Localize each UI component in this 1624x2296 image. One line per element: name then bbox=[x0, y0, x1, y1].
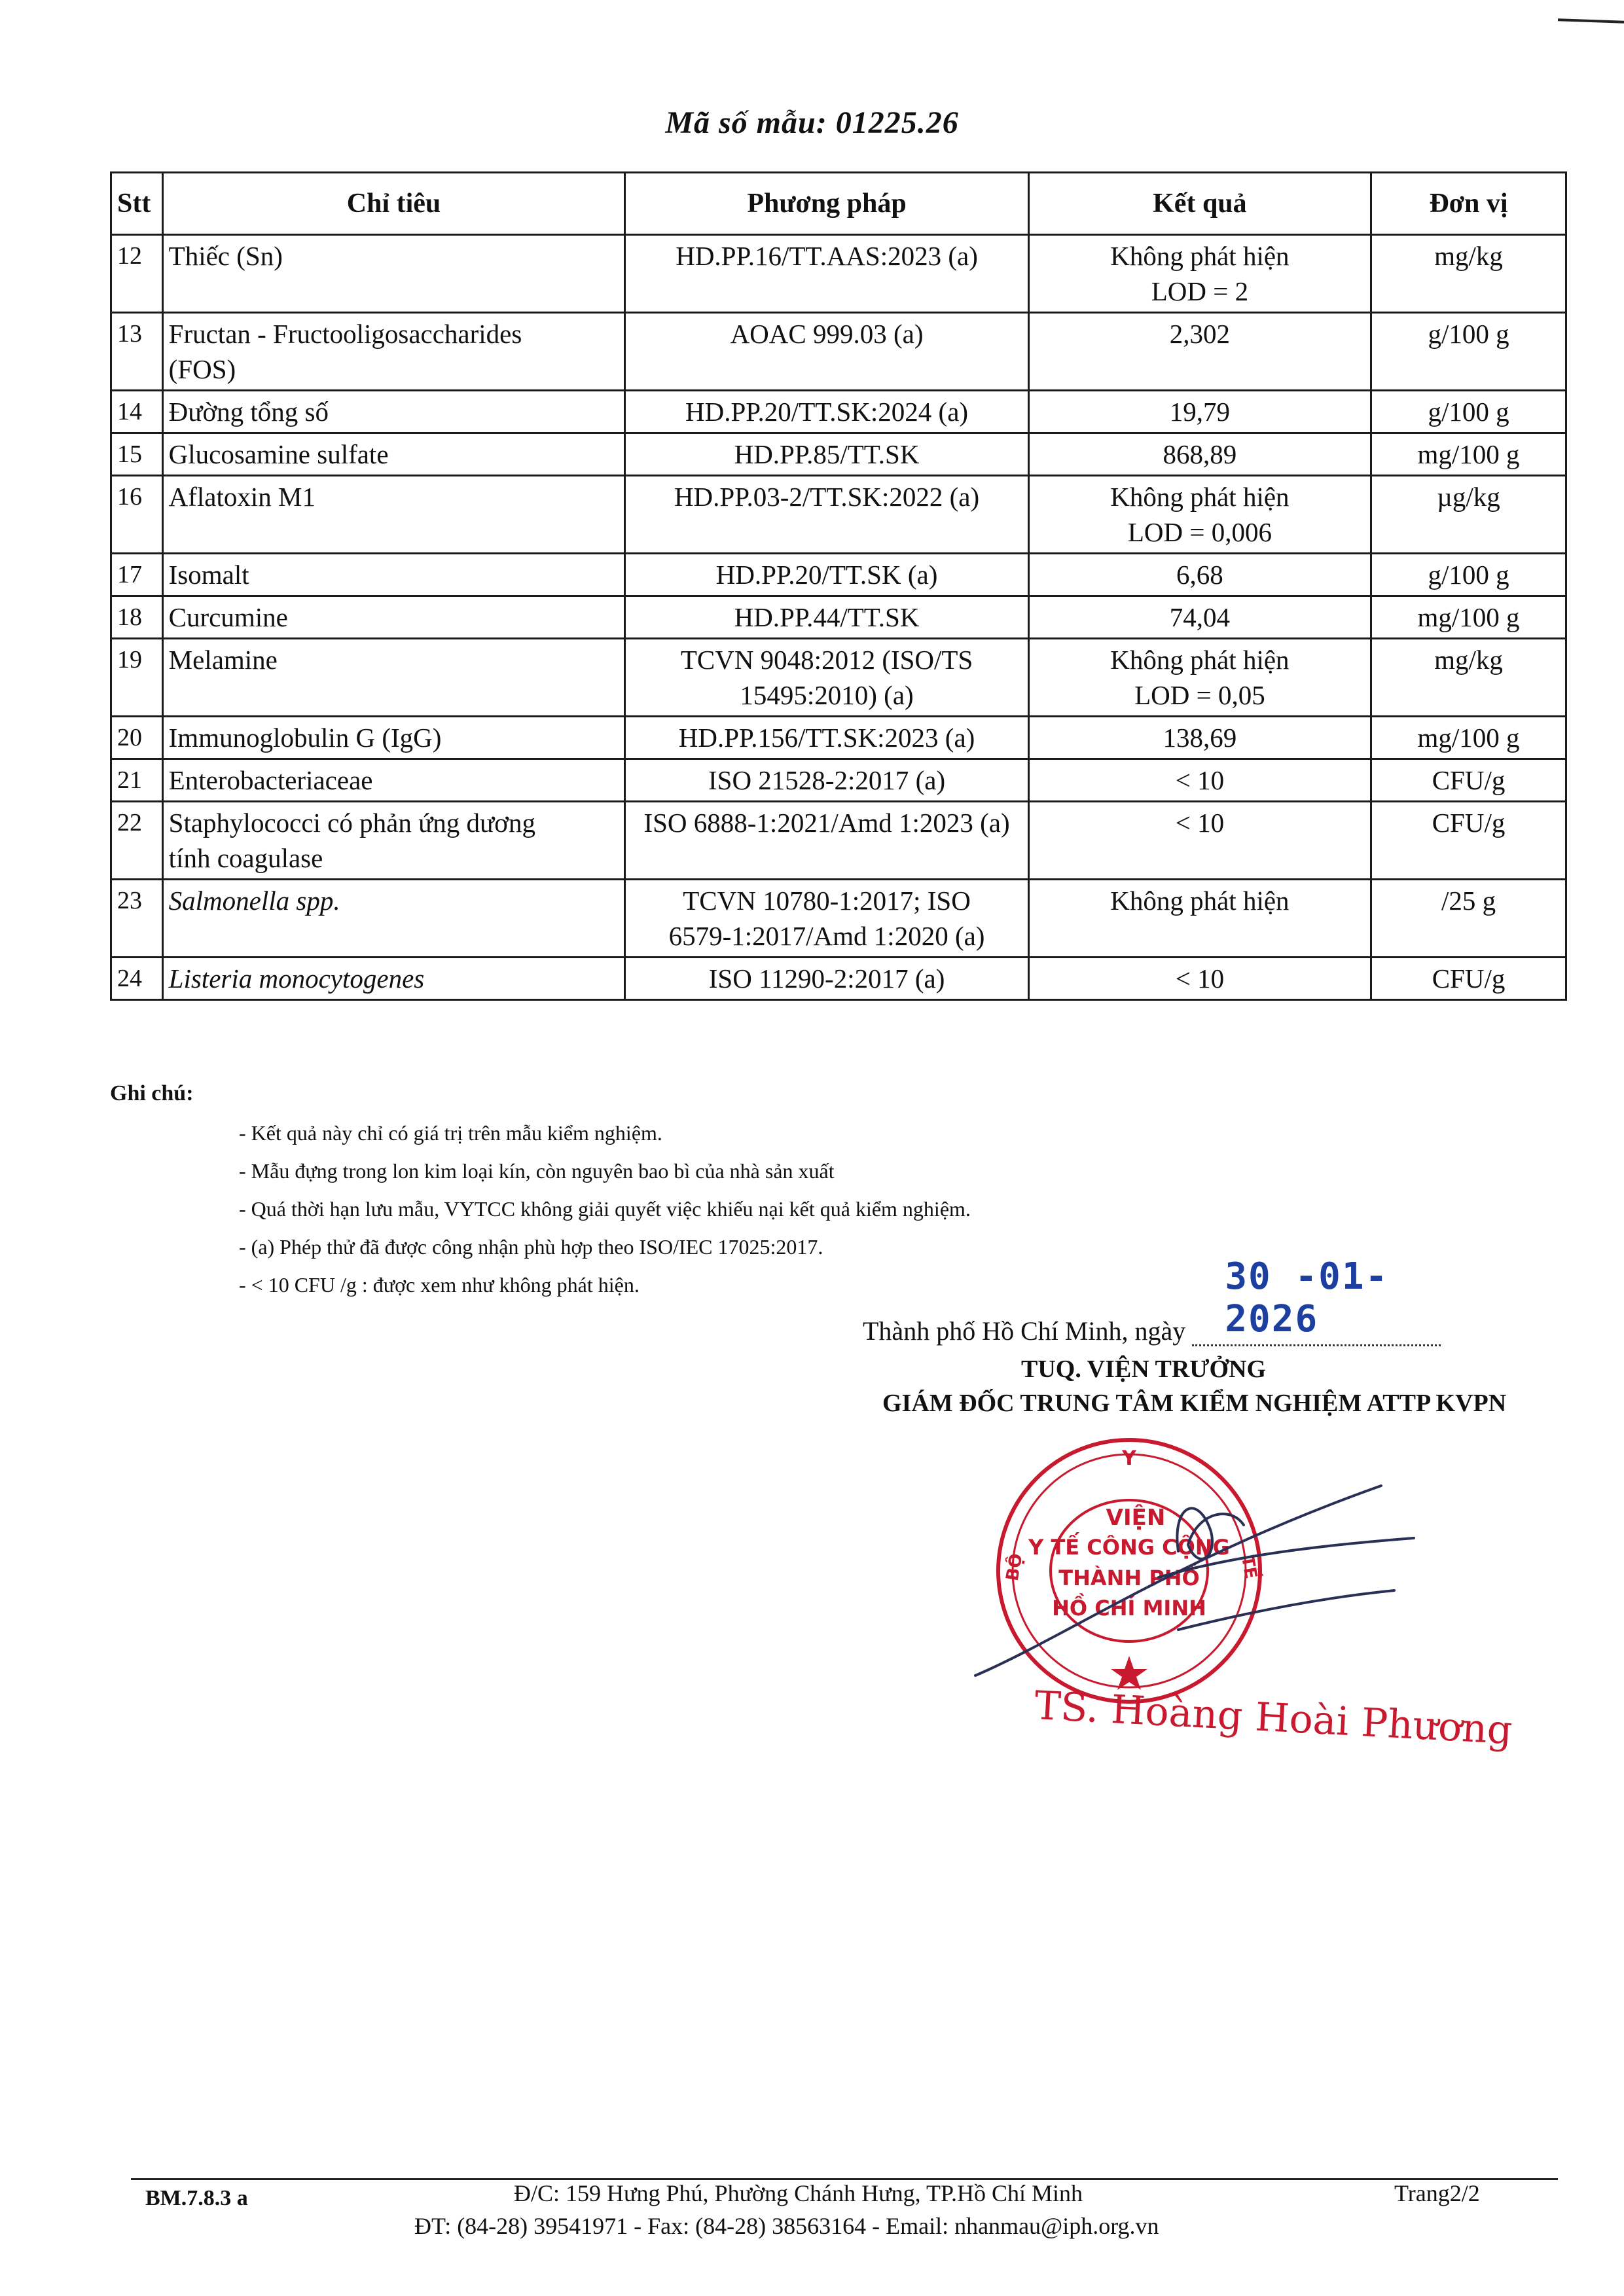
cell-unit-text: CFU/g bbox=[1432, 808, 1506, 838]
cell-method-text: HD.PP.44/TT.SK bbox=[734, 602, 920, 632]
cell-criteria-text: Aflatoxin M1 bbox=[168, 482, 316, 512]
header-method: Phương pháp bbox=[625, 173, 1028, 235]
cell-criteria-text: Salmonella spp. bbox=[168, 886, 340, 916]
cell-stt bbox=[111, 554, 163, 596]
cell-result bbox=[1028, 639, 1371, 717]
results-table bbox=[110, 171, 1567, 1001]
signature-title-2: GIÁM ĐỐC TRUNG TÂM KIỂM NGHIỆM ATTP KVPN bbox=[882, 1390, 1507, 1417]
cell-unit-text: mg/kg bbox=[1434, 645, 1503, 675]
stamp-text-line4: HỒ CHÍ MINH bbox=[1052, 1596, 1206, 1621]
cell-unit bbox=[1371, 235, 1566, 313]
table-row bbox=[111, 391, 1566, 433]
cell-method bbox=[625, 554, 1028, 596]
table-row bbox=[111, 717, 1566, 759]
cell-criteria bbox=[162, 596, 625, 639]
signer-name: TS. Hoàng Hoài Phương bbox=[1033, 1682, 1514, 1754]
cell-criteria bbox=[162, 759, 625, 802]
cell-stt bbox=[111, 476, 163, 554]
cell-criteria bbox=[162, 235, 625, 313]
cell-unit bbox=[1371, 313, 1566, 391]
cell-unit bbox=[1371, 802, 1566, 880]
cell-stt-text: 19 bbox=[117, 646, 142, 673]
cell-criteria-text: Isomalt bbox=[168, 560, 249, 590]
notes-title: Ghi chú: bbox=[110, 1081, 194, 1105]
cell-stt bbox=[111, 433, 163, 476]
cell-result-text: LOD = 0,006 bbox=[1127, 517, 1272, 547]
cell-stt bbox=[111, 880, 163, 958]
table-body bbox=[111, 235, 1566, 1000]
cell-criteria-text: Curcumine bbox=[168, 602, 288, 632]
cell-unit bbox=[1371, 880, 1566, 958]
cell-result-text: 868,89 bbox=[1163, 439, 1237, 469]
cell-result bbox=[1028, 802, 1371, 880]
cell-unit bbox=[1371, 554, 1566, 596]
table-row bbox=[111, 802, 1566, 880]
cell-stt bbox=[111, 717, 163, 759]
cell-unit-text: mg/100 g bbox=[1417, 439, 1520, 469]
cell-method bbox=[625, 958, 1028, 1000]
cell-criteria bbox=[162, 476, 625, 554]
cell-result bbox=[1028, 880, 1371, 958]
cell-method-text: HD.PP.03-2/TT.SK:2022 (a) bbox=[674, 482, 980, 512]
note-item: - Quá thời hạn lưu mẫu, VYTCC không giải quyết việc khiếu nại kết quả kiểm nghiệm. bbox=[239, 1197, 971, 1221]
note-item: - < 10 CFU /g : được xem như không phát hiện. bbox=[239, 1273, 640, 1297]
table-header-row bbox=[111, 173, 1566, 235]
cell-stt-text: 16 bbox=[117, 483, 142, 511]
header-result: Kết quả bbox=[1028, 173, 1371, 235]
cell-criteria bbox=[162, 639, 625, 717]
cell-criteria bbox=[162, 717, 625, 759]
notes-list bbox=[239, 1114, 971, 1304]
cell-result bbox=[1028, 476, 1371, 554]
stamp-text-line3: THÀNH PHỐ bbox=[1058, 1566, 1200, 1590]
cell-method-text: ISO 11290-2:2017 (a) bbox=[708, 963, 945, 994]
table-row bbox=[111, 554, 1566, 596]
cell-method-text: HD.PP.20/TT.SK:2024 (a) bbox=[685, 397, 969, 427]
cell-result-text: Không phát hiện bbox=[1110, 482, 1290, 512]
cell-method bbox=[625, 717, 1028, 759]
table-row bbox=[111, 639, 1566, 717]
cell-stt bbox=[111, 802, 163, 880]
cell-method-text: ISO 21528-2:2017 (a) bbox=[708, 765, 946, 795]
cell-result-text: < 10 bbox=[1175, 808, 1225, 838]
cell-criteria bbox=[162, 554, 625, 596]
cell-stt bbox=[111, 391, 163, 433]
cell-unit bbox=[1371, 433, 1566, 476]
cell-criteria-text: Listeria monocytogenes bbox=[168, 963, 425, 994]
cell-method bbox=[625, 596, 1028, 639]
cell-result bbox=[1028, 717, 1371, 759]
stamp-text-line1: VIỆN bbox=[1106, 1505, 1166, 1531]
table-row bbox=[111, 958, 1566, 1000]
cell-criteria-text: (FOS) bbox=[168, 354, 236, 384]
table-row bbox=[111, 433, 1566, 476]
cell-method bbox=[625, 802, 1028, 880]
cell-method-text: HD.PP.85/TT.SK bbox=[734, 439, 920, 469]
cell-criteria-text: Đường tổng số bbox=[168, 397, 329, 427]
cell-criteria-text: Glucosamine sulfate bbox=[168, 439, 389, 469]
cell-method-text: 6579-1:2017/Amd 1:2020 (a) bbox=[668, 921, 985, 951]
cell-unit-text: g/100 g bbox=[1428, 397, 1509, 427]
cell-stt-text: 20 bbox=[117, 724, 142, 751]
cell-method bbox=[625, 476, 1028, 554]
cell-result-text: Không phát hiện bbox=[1110, 645, 1290, 675]
cell-method-text: TCVN 9048:2012 (ISO/TS bbox=[680, 645, 973, 675]
cell-result-text: 2,302 bbox=[1169, 319, 1231, 349]
form-code: BM.7.8.3 a bbox=[145, 2186, 248, 2210]
cell-criteria-text: tính coagulase bbox=[168, 843, 323, 873]
stamp-text-top: Y bbox=[1122, 1447, 1136, 1470]
cell-criteria bbox=[162, 880, 625, 958]
official-stamp bbox=[962, 1414, 1420, 1728]
cell-unit bbox=[1371, 759, 1566, 802]
cell-unit-text: g/100 g bbox=[1428, 560, 1509, 590]
cell-result-text: Không phát hiện bbox=[1110, 241, 1290, 271]
cell-result-text: 19,79 bbox=[1169, 397, 1231, 427]
cell-result-text: 138,69 bbox=[1163, 723, 1237, 753]
cell-unit-text: mg/100 g bbox=[1417, 723, 1520, 753]
cell-criteria-text: Thiếc (Sn) bbox=[168, 241, 283, 271]
cell-stt-text: 13 bbox=[117, 320, 142, 348]
header-stt: Stt bbox=[111, 173, 163, 235]
cell-stt bbox=[111, 759, 163, 802]
stamp-star-icon bbox=[1111, 1656, 1147, 1690]
cell-criteria bbox=[162, 802, 625, 880]
cell-stt bbox=[111, 235, 163, 313]
cell-result-text: 6,68 bbox=[1176, 560, 1223, 590]
cell-criteria-text: Enterobacteriaceae bbox=[168, 765, 373, 795]
cell-stt bbox=[111, 639, 163, 717]
cell-unit bbox=[1371, 391, 1566, 433]
cell-result-text: < 10 bbox=[1175, 765, 1225, 795]
cell-result bbox=[1028, 235, 1371, 313]
page-number: Trang2/2 bbox=[1394, 2180, 1480, 2206]
cell-unit-text: mg/100 g bbox=[1417, 602, 1520, 632]
cell-method-text: HD.PP.16/TT.AAS:2023 (a) bbox=[676, 241, 978, 271]
signature-title-1: TUQ. VIỆN TRƯỞNG bbox=[1021, 1355, 1267, 1383]
cell-method bbox=[625, 391, 1028, 433]
cell-method bbox=[625, 235, 1028, 313]
place-date-label: Thành phố Hồ Chí Minh, ngày bbox=[863, 1316, 1186, 1346]
cell-unit bbox=[1371, 717, 1566, 759]
cell-unit-text: µg/kg bbox=[1437, 482, 1500, 512]
cell-unit-text: CFU/g bbox=[1432, 765, 1506, 795]
cell-method-text: HD.PP.20/TT.SK (a) bbox=[715, 560, 938, 590]
footer-address: Đ/C: 159 Hưng Phú, Phường Chánh Hưng, TP.Hồ Chí Minh bbox=[514, 2180, 1083, 2206]
table-row bbox=[111, 235, 1566, 313]
table-row bbox=[111, 476, 1566, 554]
cell-stt-text: 12 bbox=[117, 242, 142, 270]
table-row bbox=[111, 313, 1566, 391]
table-row bbox=[111, 596, 1566, 639]
cell-unit-text: g/100 g bbox=[1428, 319, 1509, 349]
cell-stt-text: 14 bbox=[117, 398, 142, 425]
table-row bbox=[111, 759, 1566, 802]
handwritten-date: 30 -01- 2026 bbox=[1225, 1255, 1389, 1340]
cell-criteria-text: Staphylococci có phản ứng dương bbox=[168, 808, 535, 838]
cell-method-text: 15495:2010) (a) bbox=[740, 680, 914, 710]
cell-stt-text: 17 bbox=[117, 561, 142, 588]
cell-unit bbox=[1371, 958, 1566, 1000]
cell-result bbox=[1028, 391, 1371, 433]
cell-criteria-text: Fructan - Fructooligosaccharides bbox=[168, 319, 522, 349]
cell-criteria bbox=[162, 313, 625, 391]
cell-criteria bbox=[162, 958, 625, 1000]
stamp-text-left: BỘ bbox=[1002, 1552, 1027, 1583]
cell-unit-text: mg/kg bbox=[1434, 241, 1503, 271]
cell-result bbox=[1028, 958, 1371, 1000]
cell-result-text: < 10 bbox=[1175, 963, 1225, 994]
sample-code-title: Mã số mẫu: 01225.26 bbox=[665, 105, 959, 140]
cell-stt-text: 18 bbox=[117, 603, 142, 631]
note-item: - Mẫu đựng trong lon kim loại kín, còn nguyên bao bì của nhà sản xuất bbox=[239, 1159, 835, 1183]
cell-stt-text: 15 bbox=[117, 440, 142, 468]
cell-unit-text: CFU/g bbox=[1432, 963, 1506, 994]
stamp-text-right: TẾ bbox=[1237, 1554, 1261, 1581]
cell-method bbox=[625, 313, 1028, 391]
cell-stt-text: 24 bbox=[117, 965, 142, 992]
stamp-text-line2: Y TẾ CÔNG CỘNG bbox=[1028, 1535, 1230, 1560]
cell-criteria bbox=[162, 433, 625, 476]
cell-method-text: AOAC 999.03 (a) bbox=[730, 319, 924, 349]
cell-method-text: HD.PP.156/TT.SK:2023 (a) bbox=[678, 723, 975, 753]
cell-method bbox=[625, 759, 1028, 802]
note-item: - Kết quả này chỉ có giá trị trên mẫu kiểm nghiệm. bbox=[239, 1121, 662, 1145]
cell-result bbox=[1028, 596, 1371, 639]
cell-result bbox=[1028, 433, 1371, 476]
place-date-line bbox=[863, 1255, 1441, 1346]
cell-unit bbox=[1371, 639, 1566, 717]
date-dotted-line bbox=[1192, 1255, 1441, 1346]
cell-method bbox=[625, 433, 1028, 476]
cell-method bbox=[625, 639, 1028, 717]
cell-stt-text: 21 bbox=[117, 766, 142, 794]
cell-criteria-text: Immunoglobulin G (IgG) bbox=[168, 723, 442, 753]
cell-result-text: LOD = 2 bbox=[1151, 276, 1249, 306]
cell-result-text: Không phát hiện bbox=[1110, 886, 1290, 916]
cell-result bbox=[1028, 554, 1371, 596]
cell-unit bbox=[1371, 596, 1566, 639]
cell-unit bbox=[1371, 476, 1566, 554]
cell-result bbox=[1028, 313, 1371, 391]
cell-method bbox=[625, 880, 1028, 958]
note-item: - (a) Phép thử đã được công nhận phù hợp theo ISO/IEC 17025:2017. bbox=[239, 1235, 823, 1259]
page-edge-line bbox=[1558, 18, 1624, 24]
cell-stt bbox=[111, 313, 163, 391]
cell-method-text: TCVN 10780-1:2017; ISO bbox=[683, 886, 971, 916]
cell-method-text: ISO 6888-1:2021/Amd 1:2023 (a) bbox=[643, 808, 1010, 838]
table-row bbox=[111, 880, 1566, 958]
cell-result-text: 74,04 bbox=[1169, 602, 1231, 632]
cell-result-text: LOD = 0,05 bbox=[1134, 680, 1265, 710]
cell-criteria bbox=[162, 391, 625, 433]
cell-stt bbox=[111, 596, 163, 639]
cell-stt bbox=[111, 958, 163, 1000]
cell-result bbox=[1028, 759, 1371, 802]
cell-criteria-text: Melamine bbox=[168, 645, 278, 675]
cell-stt-text: 22 bbox=[117, 809, 142, 836]
cell-stt-text: 23 bbox=[117, 887, 142, 914]
header-criteria: Chỉ tiêu bbox=[162, 173, 625, 235]
cell-unit-text: /25 g bbox=[1441, 886, 1496, 916]
header-unit: Đơn vị bbox=[1371, 173, 1566, 235]
footer-contact: ĐT: (84-28) 39541971 - Fax: (84-28) 38563164 - Email: nhanmau@iph.org.vn bbox=[414, 2213, 1159, 2239]
